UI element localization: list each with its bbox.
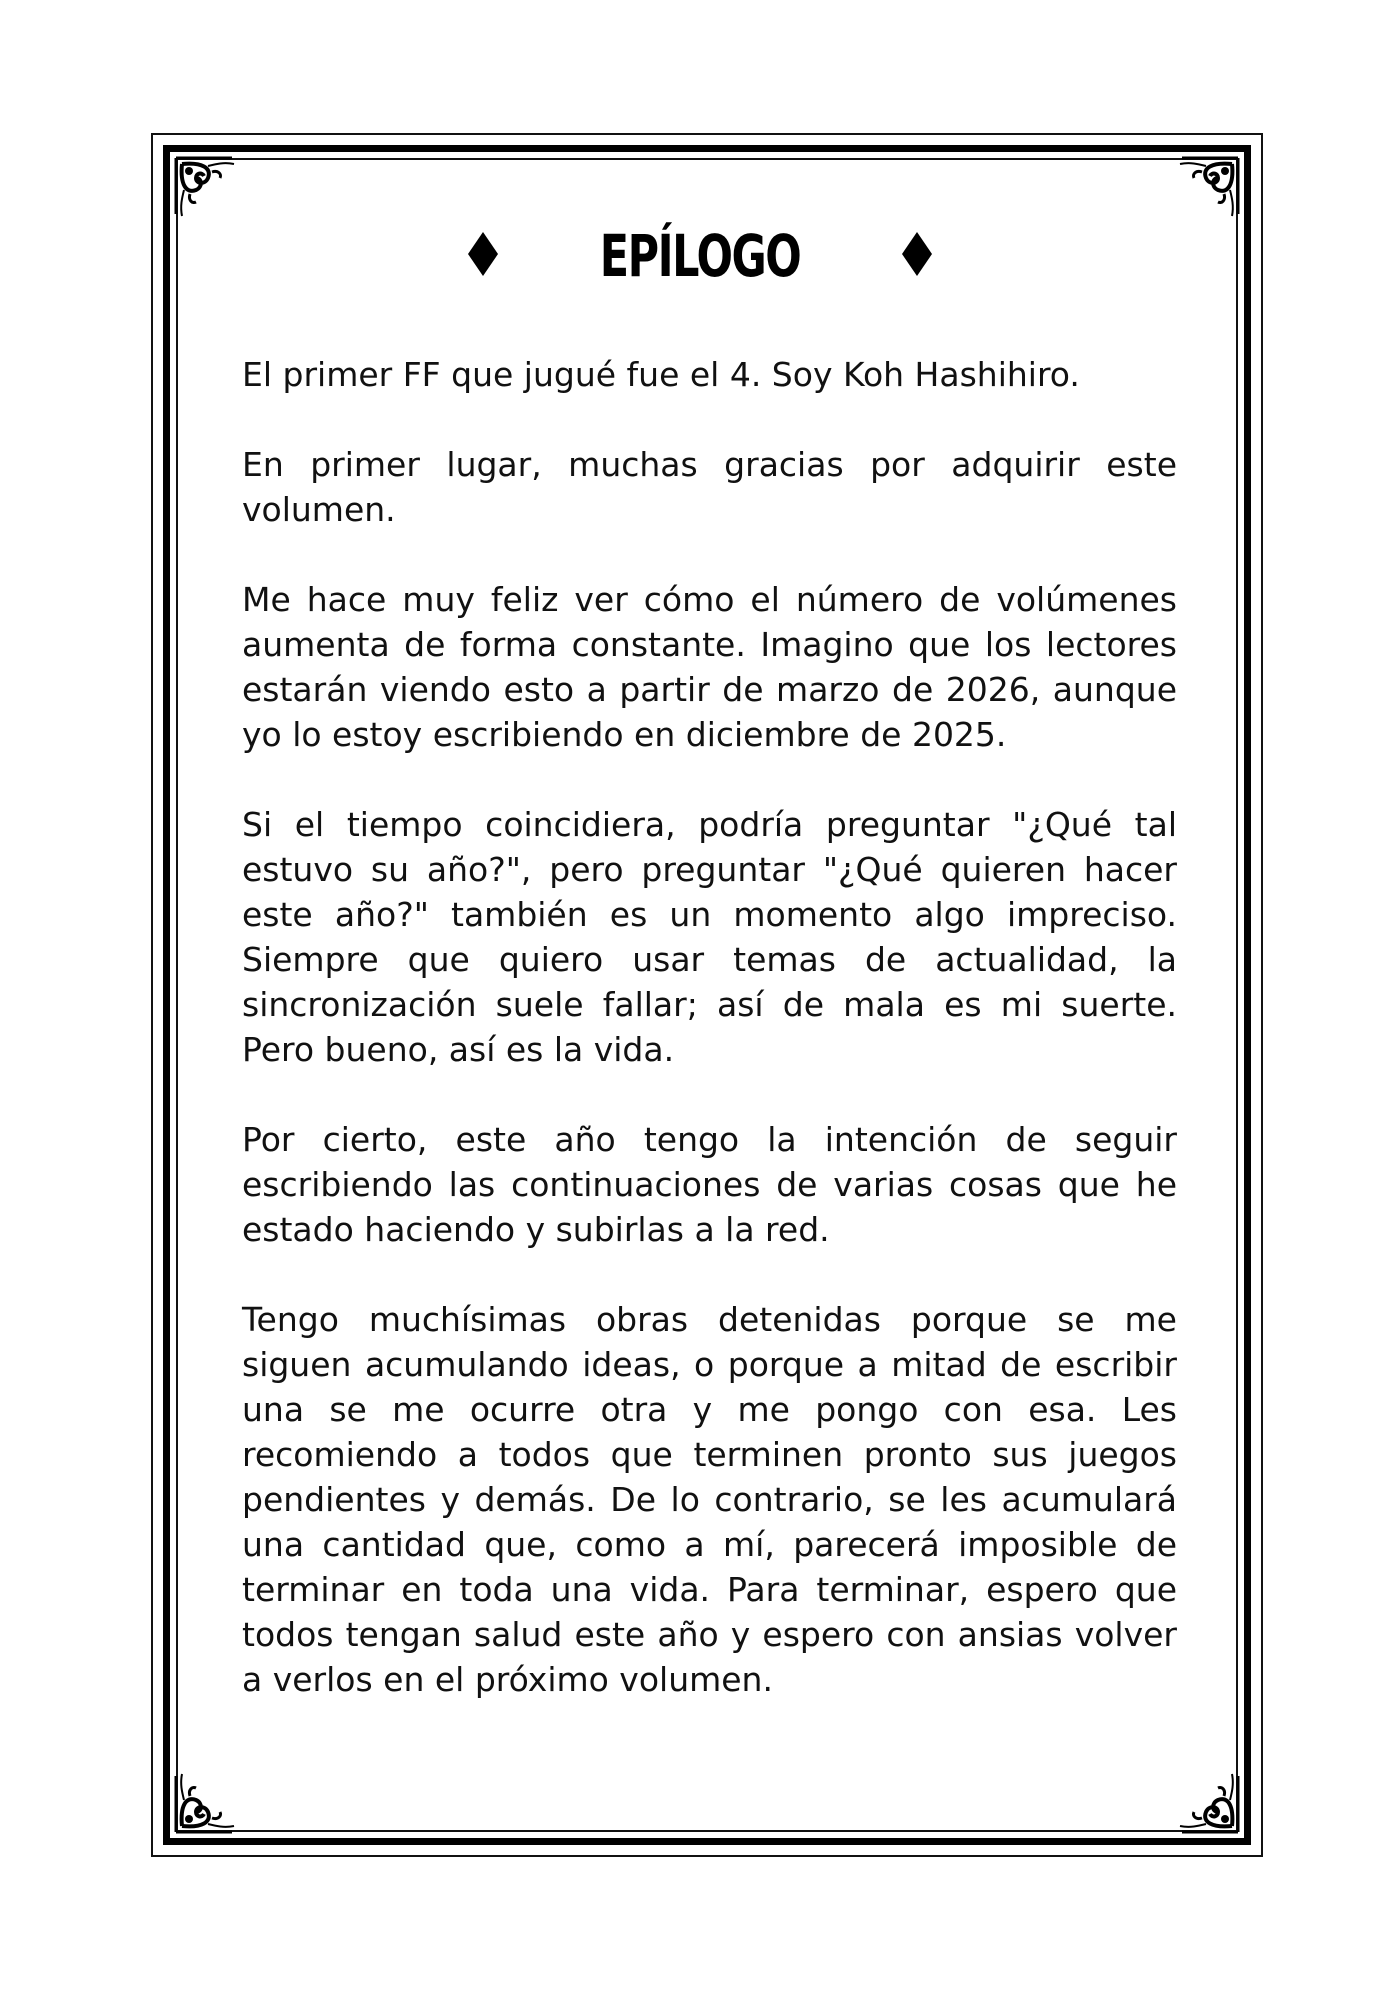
title-row <box>176 210 1238 300</box>
paragraph: Me hace muy feliz ver cómo el número de volúmenes aumenta de forma constante. Imagino que los lectores estarán viendo esto a partir de marzo de 2026, aunque yo lo estoy escribiendo en diciembre de 2025. <box>242 580 1177 754</box>
ornamental-corner-icon <box>172 1770 238 1836</box>
paragraph: Si el tiempo coincidiera, podría preguntar "¿Qué tal estuvo su año?", pero preguntar "¿Qué quieren hacer este año?" también es un momento algo impreciso. Siempre que quiero usar temas de actualidad, la sincronización suele fallar; así de mala es mi suerte. Pero bueno, así es la vida. <box>242 805 1177 1069</box>
paragraph: Tengo muchísimas obras detenidas porque se me siguen acumulando ideas, o porque a mitad de escribir una se me ocurre otra y me pongo con esa. Les recomiendo a todos que terminen pronto sus juegos pendientes y demás. De lo contrario, se les acumulará una cantidad que, como a mí, parecerá imposible de terminar en toda una vida. Para terminar, espero que todos tengan salud este año y espero con ansias volver a verlos en el próximo volumen. <box>242 1300 1177 1699</box>
ornamental-corner-icon <box>1176 1770 1242 1836</box>
paragraph: El primer FF que jugué fue el 4. Soy Koh Hashihiro. <box>242 355 1080 394</box>
diamond-icon <box>468 232 498 276</box>
page-title: EPÍLOGO <box>599 222 801 290</box>
paragraph: Por cierto, este año tengo la intención de seguir escribiendo las continuaciones de varias cosas que he estado haciendo y subirlas a la red. <box>242 1120 1177 1249</box>
diamond-icon <box>902 232 932 276</box>
epilogue-body <box>242 352 1177 1702</box>
paragraph: En primer lugar, muchas gracias por adquirir este volumen. <box>242 445 1177 529</box>
